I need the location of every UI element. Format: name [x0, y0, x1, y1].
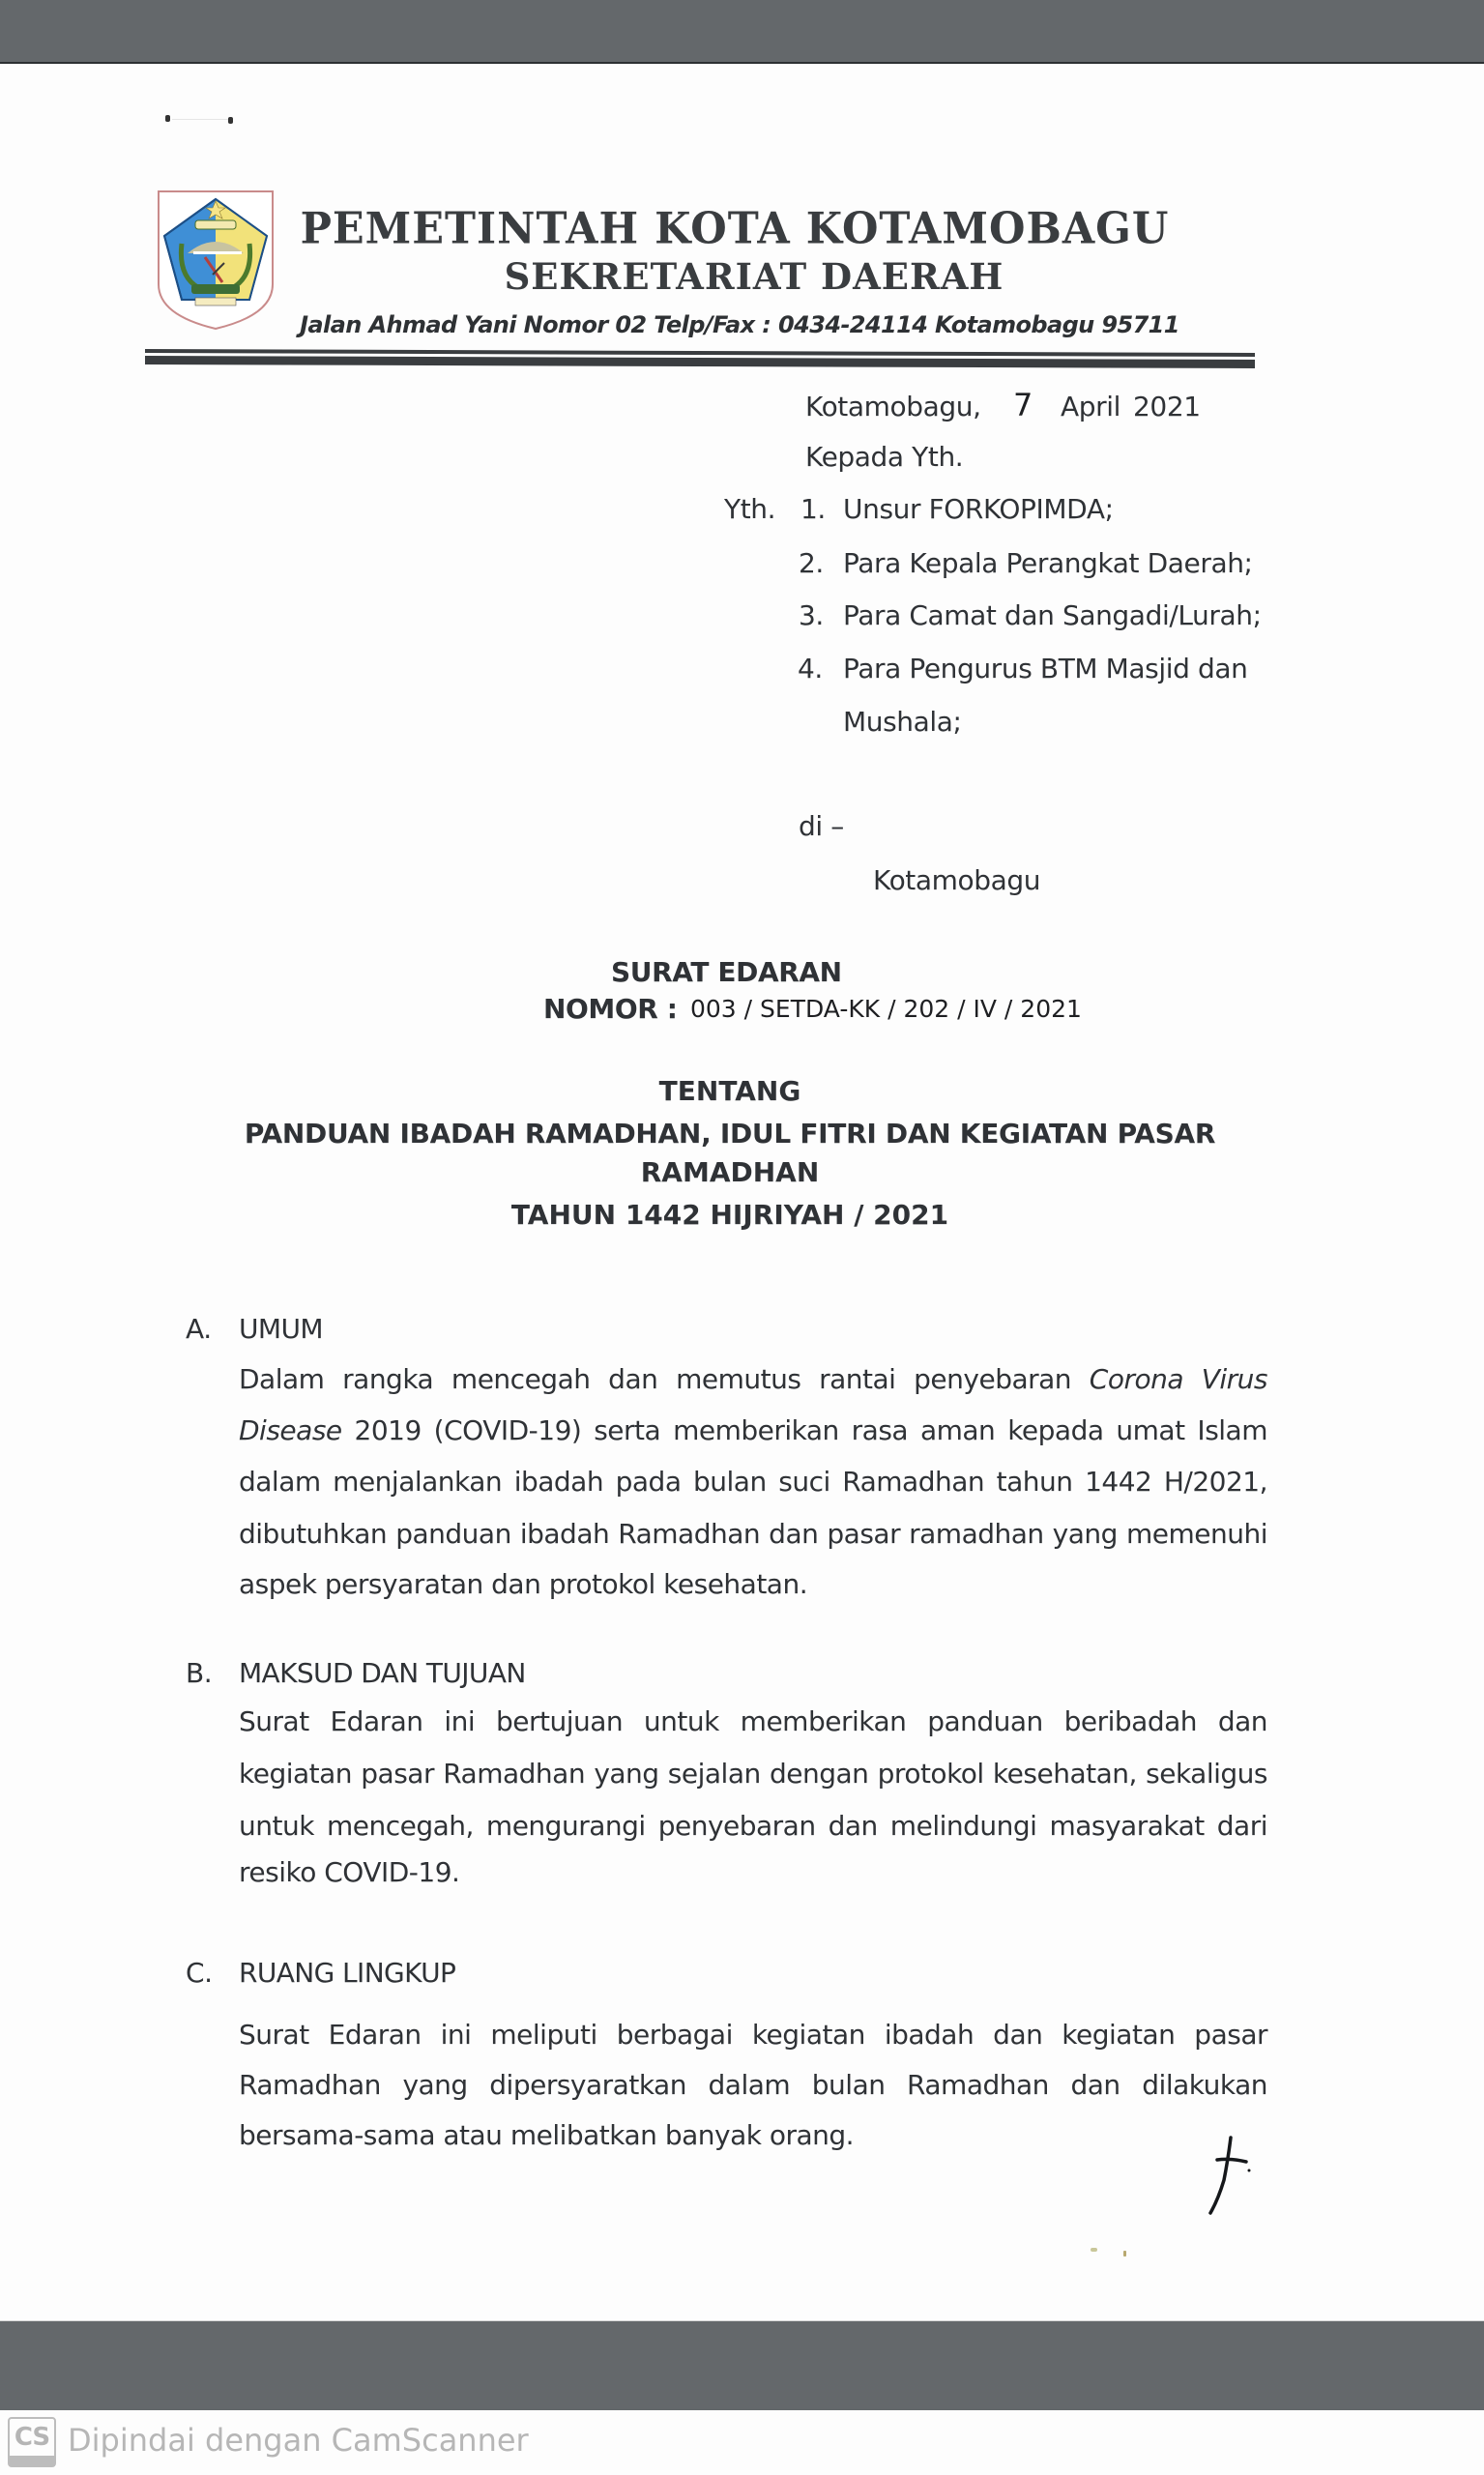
section-letter: B. [186, 1657, 213, 1689]
recipient-number: 1. [800, 493, 826, 525]
subject-line-3: TAHUN 1442 HIJRIYAH / 2021 [510, 1199, 949, 1231]
subject-line-2: RAMADHAN [640, 1156, 820, 1188]
scan-artifact [1091, 2248, 1097, 2252]
letterhead-double-rule [145, 348, 1255, 369]
scan-artifact [165, 115, 170, 122]
body-line: bersama-sama atau melibatkan banyak orang. [239, 2119, 855, 2151]
subject-line-1: PANDUAN IBADAH RAMADHAN, IDUL FITRI DAN KEGIATAN PASAR [244, 1118, 1216, 1150]
scan-artifact [228, 117, 233, 124]
date-place: Kotamobagu, [805, 391, 981, 422]
body-line: aspek persyaratan dan protokol kesehatan. [239, 1568, 808, 1600]
recipient-number: 3. [799, 599, 824, 631]
body-line: Surat Edaran ini meliputi berbagai kegiatan ibadah dan kegiatan pasar [239, 2019, 1267, 2051]
letterhead-government: PEMETINTAH KOTA KOTAMOBAGU [300, 203, 1170, 255]
kota-kotamobagu-logo [155, 188, 276, 331]
body-line: untuk mencegah, mengurangi penyebaran dan melindungi masyarakat dari [239, 1810, 1267, 1842]
line-text: Dalam rangka mencegah dan memutus rantai penyebaran [239, 1363, 1090, 1395]
paraf-initial-mark [1199, 2132, 1257, 2219]
body-line: Surat Edaran ini bertujuan untuk memberikan panduan beribadah dan [239, 1705, 1267, 1737]
section-title: MAKSUD DAN TUJUAN [239, 1657, 526, 1689]
letterhead-office: SEKRETARIAT DAERAH [504, 255, 1004, 298]
recipient-prefix: Yth. [724, 493, 776, 525]
section-title: RUANG LINGKUP [239, 1957, 456, 1989]
tentang-label: TENTANG [658, 1075, 801, 1107]
line-text: 2019 (COVID-19) serta memberikan rasa aman kepada umat Islam [341, 1414, 1267, 1446]
body-line: Ramadhan yang dipersyaratkan dalam bulan Ramadhan dan dilakukan [239, 2069, 1267, 2101]
line-italic: Disease [239, 1414, 342, 1446]
emblem-icon [155, 188, 276, 331]
section-title: UMUM [239, 1313, 323, 1345]
line-italic: Corona Virus [1089, 1363, 1267, 1395]
recipient-number: 4. [798, 653, 823, 684]
letterhead-address: Jalan Ahmad Yani Nomor 02 Telp/Fax : 0434-24114 Kotamobagu 95711 [300, 311, 1179, 338]
scanner-top-bar [0, 0, 1484, 64]
recipient-item: Para Camat dan Sangadi/Lurah; [843, 599, 1262, 631]
body-line [239, 1414, 1267, 1446]
body-line: kegiatan pasar Ramadhan yang sejalan dengan protokol kesehatan, sekaligus [239, 1758, 1267, 1790]
nomor-value-handwritten: 003 / SETDA-KK / 202 / IV / 2021 [690, 995, 1082, 1023]
recipient-intro: Kepada Yth. [805, 441, 964, 473]
recipient-item: Para Pengurus BTM Masjid dan [843, 653, 1248, 684]
scan-artifact [172, 119, 228, 120]
recipient-location: Kotamobagu [873, 864, 1041, 896]
document-type: SURAT EDARAN [611, 956, 842, 988]
camscanner-watermark-text: Dipindai dengan CamScanner [68, 2422, 529, 2459]
date-month: April [1061, 391, 1120, 422]
scan-artifact [1123, 2251, 1126, 2257]
recipient-item: Unsur FORKOPIMDA; [843, 493, 1114, 525]
recipient-number: 2. [799, 547, 824, 579]
section-letter: C. [186, 1957, 213, 1989]
date-year: 2021 [1133, 391, 1201, 422]
body-line [239, 1363, 1267, 1395]
nomor-label: NOMOR : [543, 993, 678, 1025]
date-day-handwritten: 7 [1013, 387, 1033, 423]
body-line: dibutuhkan panduan ibadah Ramadhan dan pasar ramadhan yang memenuhi [239, 1518, 1267, 1550]
recipient-di: di – [799, 810, 844, 842]
recipient-item: Para Kepala Perangkat Daerah; [843, 547, 1253, 579]
section-letter: A. [186, 1313, 212, 1345]
scanner-bottom-bar [0, 2320, 1484, 2410]
recipient-item-continued: Mushala; [843, 706, 962, 738]
body-line: dalam menjalankan ibadah pada bulan suci Ramadhan tahun 1442 H/2021, [239, 1466, 1267, 1498]
camscanner-logo: CS [8, 2417, 56, 2467]
body-line: resiko COVID-19. [239, 1856, 460, 1888]
